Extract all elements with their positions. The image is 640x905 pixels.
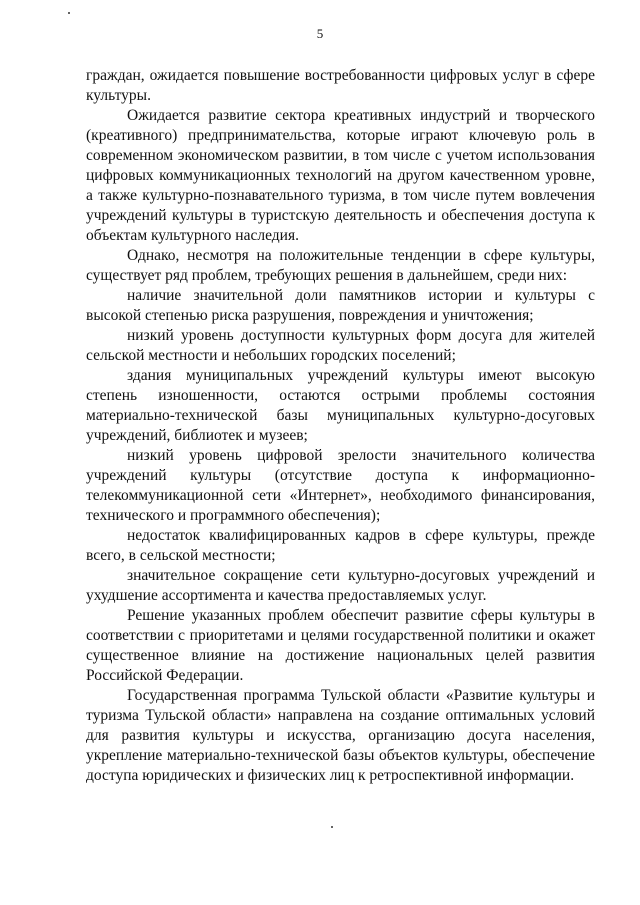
- paragraph-creative-industries: Ожидается развитие сектора креативных индустрий и творческого (креативного) предпринимательства, которые играют ключевую роль в современном экономическом развитии, в том числе с учетом использования цифровых коммуникационных технологий на другом качественном уровне, а также культурно-познавательного туризма, в том числе путем вовлечения учреждений культуры в туристскую деятельность и обеспечения доступа к объектам культурного наследия.: [86, 107, 595, 244]
- paragraph-problem-staff: недостаток квалифицированных кадров в сфере культуры, прежде всего, в сельской местности;: [86, 527, 595, 564]
- page-number: 5: [316, 26, 324, 41]
- paragraph-state-program: Государственная программа Тульской области «Развитие культуры и туризма Тульской области» направлена на создание оптимальных условий для развития культуры и искусства, организацию досуга населения, укрепление материально-технической базы объектов культуры, обеспечение доступа юридических и физических лиц к ретроспективной информации.: [86, 687, 595, 784]
- paragraph-continuation: граждан, ожидается повышение востребованности цифровых услуг в сфере культуры.: [86, 67, 595, 104]
- paragraph-problem-digital: низкий уровень цифровой зрелости значительного количества учреждений культуры (отсутствие доступа к информационно-телекоммуникационной сети «Интернет», необходимого финансирования, технического и программного обеспечения);: [86, 447, 595, 524]
- document-body: [86, 66, 595, 786]
- paragraph-problem-buildings: здания муниципальных учреждений культуры имеют высокую степень изношенности, остаются острыми проблемы состояния материально-технической базы муниципальных культурно-досуговых учреждений, библиотек и музеев;: [86, 367, 595, 444]
- paragraph-problems-intro: Однако, несмотря на положительные тенденции в сфере культуры, существует ряд проблем, требующих решения в дальнейшем, среди них:: [86, 247, 595, 284]
- scan-speck-top: [68, 12, 70, 14]
- paragraph-problem-monuments: наличие значительной доли памятников истории и культуры с высокой степенью риска разрушения, повреждения и уничтожения;: [86, 287, 595, 324]
- paragraph-solution: Решение указанных проблем обеспечит развитие сферы культуры в соответствии с приоритетами и целями государственной политики и окажет существенное влияние на достижение национальных целей развития Российской Федерации.: [86, 607, 595, 684]
- paragraph-problem-accessibility: низкий уровень доступности культурных форм досуга для жителей сельской местности и небольших городских поселений;: [86, 327, 595, 364]
- paragraph-problem-network: значительное сокращение сети культурно-досуговых учреждений и ухудшение ассортимента и качества предоставляемых услуг.: [86, 567, 595, 604]
- scan-speck-bottom: [331, 826, 333, 828]
